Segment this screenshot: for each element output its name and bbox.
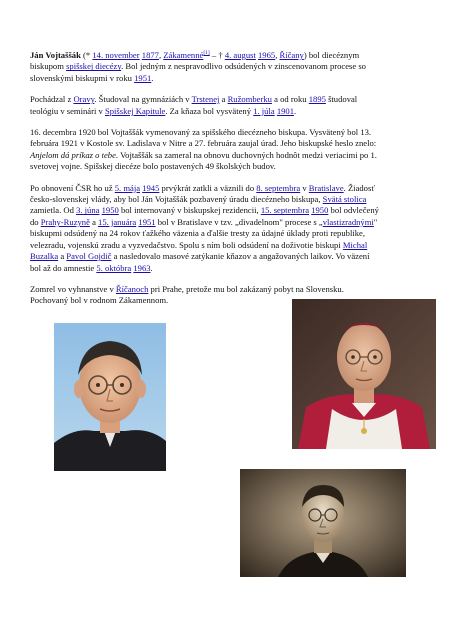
link-michal-buzalka[interactable]: Michal Buzalka [30,239,368,262]
footnote-link[interactable]: [1] [203,50,210,57]
paragraph-early-life: Pochádzal z Oravy. Študoval na gymnáziách v Trstenej a Ružomberku a od roku 1895 študoval teológiu v seminári v Spišskej Kapitule. Za kňaza bol vysvätený 1. júla 1901. [30,94,358,116]
paragraph-death: Zomrel vo vyhnanstve v Říčanoch pri Prahe, pretože mu bol zakázaný pobyt na Slovensku. Pochovaný bol v rodnom Zákamennom. [30,283,344,306]
link-year-1950-a[interactable]: 1950 [101,205,119,216]
link-holy-see[interactable]: Svätá stolica [322,194,367,205]
link-vlastizradnymi[interactable]: vlastizradnými [322,216,374,227]
article-body [30,50,382,317]
episcopal-motto: Anjelom dá príkaz o tebe [30,149,116,160]
link-jan-15[interactable]: 15. januára [98,216,137,227]
portrait-photo-1 [54,323,166,471]
link-ruzomberok[interactable]: Ružomberku [227,94,272,105]
link-death-place[interactable]: Říčany [279,50,304,60]
link-pavol-gojdic[interactable]: Pavol Gojdič [66,251,112,262]
link-orava[interactable]: Oravy [73,94,95,105]
link-jun-3[interactable]: 3. júna [76,205,100,216]
link-birth-place[interactable]: Zákamenné [163,50,204,60]
link-may-5[interactable]: 5. mája [114,182,141,193]
paragraph-persecution: Po obnovení ČSR ho už 5. mája 1945 prvýkrát zatkli a väznili do 8. septembra v Bratislave. Žiadosť česko-slovenskej vlády, aby bol Ján Vojtaššák pozbavený úradu diecézneho biskupa, Svätá stolica zamietla. Od 3. júna 1950 bol internovaný v biskupskej rezidencii, 15. septembra 1950 bol odvlečený do Prahy-Ruzyně a 15. januára 1951 bol v Bratislave v tzv. „divadelnom" procese s „vlastizradnými" biskupmi odsúdený na 24 rokov ťažkého väzenia a ďalšie tresty za údajné úklady proti republike, velezradu, vojenskú zradu a vyzvedačstvo. Spolu s ním boli odsúdení na doživotie biskupi Michal Buzalka a Pavol Gojdič a nasledovalo masové zatýkanie kňazov a angažovaných laikov. Vo väzení bol až do amnestie 5. októbra 1963. [30,182,379,273]
link-year-1895[interactable]: 1895 [308,94,326,105]
link-trial-year[interactable]: 1951 [134,72,152,83]
paragraph-intro: Ján Vojtaššák (* 14. november 1877, Zákamenné[1] – † 4. august 1965, Říčany) bol diecéznym biskupom spišskej diecézy. Bol jedným z nespravodlivo odsúdených v zinscenovanom procese so slovenskými biskupmi v roku 1951. [30,50,366,83]
link-prague-ruzyne[interactable]: Prahy-Ruzyně [40,216,90,227]
link-year-1950-b[interactable]: 1950 [311,205,329,216]
link-sep-15[interactable]: 15. septembra [260,205,310,216]
link-ordination-day[interactable]: 1. júla [253,105,275,116]
link-year-1945[interactable]: 1945 [142,182,160,193]
link-trstena[interactable]: Trstenej [191,94,220,105]
portrait-painting-2 [292,299,436,449]
link-sep-8[interactable]: 8. septembra [256,182,301,193]
link-ordination-year[interactable]: 1901 [276,105,295,116]
link-year-1963[interactable]: 1963 [133,262,151,273]
subject-name: Ján Vojtaššák [30,50,81,60]
link-ricany[interactable]: Říčanoch [115,283,149,294]
portrait-photo-3 [240,469,406,577]
link-diocese[interactable]: spišskej diecézy [66,61,122,72]
link-birth-day[interactable]: 14. november [92,50,140,60]
paragraph-bishop: 16. decembra 1920 bol Vojtaššák vymenovaný za spišského diecézneho biskupa. Vysvätený bol 13. februára 1921 v Kostole sv. Ladislava v Nitre a 27. februára zaujal úrad. Jeho biskupské heslo znelo: Anjelom dá príkaz o tebe. Vojtaššák sa zameral na obnovu duchovných hodnôt medzi veriacimi po 1. svetovej vojne. Spišskej diecéze bolo postavených 49 školských budov. [30,127,377,172]
link-death-day[interactable]: 4. august [224,50,256,60]
link-bratislava[interactable]: Bratislave [308,182,344,193]
link-year-1951[interactable]: 1951 [138,216,156,227]
link-spisska-kapitula[interactable]: Spišskej Kapitule [104,105,166,116]
link-birth-year[interactable]: 1877 [141,50,159,60]
link-death-year[interactable]: 1965 [258,50,276,60]
link-oct-5[interactable]: 5. októbra [96,262,132,273]
